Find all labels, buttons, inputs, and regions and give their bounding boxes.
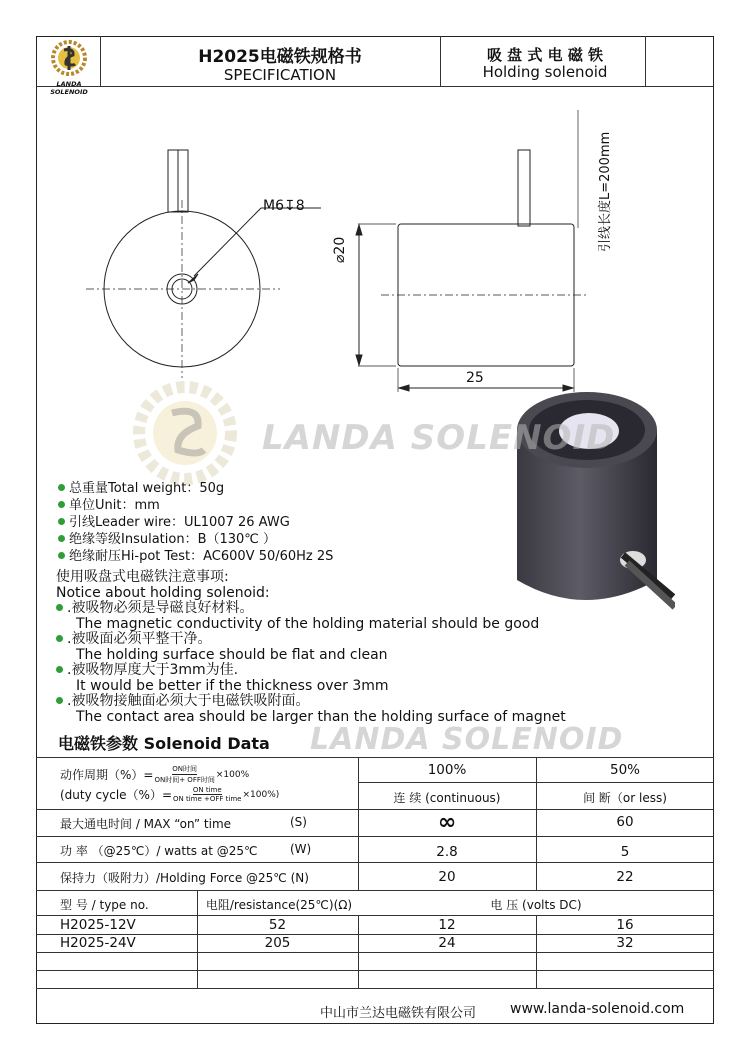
note-item: .被吸物必须是导磁良好材料。 [56,601,696,617]
table-line [36,970,714,971]
notes-title-en: Notice about holding solenoid: [56,584,270,601]
table-line [36,988,714,989]
model-res: 52 [268,917,287,933]
model-res: 205 [264,935,291,951]
row-watts-v1: 2.8 [436,844,458,860]
table-title: 电磁铁参数 Solenoid Data [58,734,270,753]
footer-company: 中山市兰达电磁铁有限公司 [320,1006,477,1021]
row-force-v1: 20 [438,869,456,885]
diameter-label: ⌀20 [332,236,348,263]
bullet-icon [56,604,63,611]
model-v2: 16 [616,917,634,933]
thread-label: M6↧8 [263,198,305,214]
bullet-icon [56,635,63,642]
spec-wire: 引线Leader wire：UL1007 26 AWG [58,514,478,531]
model-v1: 12 [438,917,456,933]
spec-unit: 单位Unit：mm [58,497,478,514]
spec-weight: 总重量Total weight：50g [58,480,478,497]
row-watts-v2: 5 [620,844,630,860]
table-line [36,757,714,758]
model-type: H2025-12V [60,917,136,933]
watermark-text: LANDA SOLENOID [262,418,616,458]
type-header: 型 号 / type no. [60,898,149,912]
bullet-icon [58,484,65,491]
company-logo [40,38,98,96]
row-max-on-label: 最大通电时间 / MAX “on” time [60,817,232,831]
lead-length-label: 引线长度L=200mm [598,131,613,252]
bullet-icon [58,518,65,525]
table-line [36,836,714,837]
row-max-on-unit: (S) [290,815,307,829]
product-title-cn: 吸 盘 式 电 磁 铁 [486,46,604,64]
duty-formula-en: (duty cycle（%）= ON time ON time +OFF time ×100%) [60,786,280,803]
model-type: H2025-24V [60,935,136,951]
spec-insulation: 绝缘等级Insulation：B（130℃ ） [58,531,478,548]
row-max-on-v1: ∞ [437,810,457,835]
note-item: .被吸物厚度大于3mm为佳. [56,663,696,679]
watermark-text-2: LANDA SOLENOID [310,722,624,757]
spec-list [58,480,478,565]
table-line [36,915,714,916]
row-watts-label: 功 率 （@25℃）/ watts at @25℃ [60,844,258,858]
product-title-en: Holding solenoid [482,63,608,81]
model-v2: 32 [616,935,634,951]
note-item-en: The contact area should be larger than the holding surface of magnet [76,708,566,725]
header-divider [36,86,714,87]
note-item-en: The holding surface should be flat and clean [76,646,388,663]
bullet-icon [58,501,65,508]
note-item: .被吸物接触面必须大于电磁铁吸附面。 [56,694,696,710]
spec-hipot: 绝缘耐压Hi-pot Test：AC600V 50/60Hz 2S [58,548,478,565]
duty-formula-cn: 动作周期（%）= ON时间 ON时间+ OFF时间 ×100% [60,765,250,784]
bullet-icon [56,666,63,673]
notes-title-cn: 使用吸盘式电磁铁注意事项: [56,569,229,585]
table-line [36,890,714,891]
watermark-logo [120,378,250,488]
col2-percent: 50% [609,762,640,778]
header-sep-3 [645,36,646,86]
doc-title-en: SPECIFICATION [223,66,337,84]
bullet-icon [58,535,65,542]
row-max-on-v2: 60 [616,814,634,830]
table-line [36,952,714,953]
note-item-en: It would be better if the thickness over 3mm [76,677,389,694]
col1-percent: 100% [427,762,467,778]
row-watts-unit: (W) [290,842,312,856]
note-item: .被吸面必须平整干净。 [56,632,696,648]
logo-text: LANDA SOLENOID [50,80,88,96]
header-sep-1 [100,36,101,86]
model-v1: 24 [438,935,456,951]
footer-website[interactable]: www.landa-solenoid.com [510,1001,685,1017]
col1-mode: 连 续 (continuous) [393,791,501,805]
row-force-label: 保持力（吸附力）/Holding Force @25℃ (N) [60,871,309,885]
table-line [36,862,714,863]
length-label: 25 [466,370,484,386]
bullet-icon [58,552,65,559]
doc-title-cn: H2025电磁铁规格书 [198,47,362,67]
bullet-icon [56,697,63,704]
resistance-header: 电阻/resistance(25℃)(Ω) [205,898,353,912]
row-force-v2: 22 [616,869,634,885]
notes-section [56,570,696,725]
header-sep-2 [440,36,441,86]
voltage-header: 电 压 (volts DC) [490,898,582,912]
note-item-en: The magnetic conductivity of the holding material should be good [76,615,540,632]
col2-mode: 间 断（or less) [583,791,667,805]
